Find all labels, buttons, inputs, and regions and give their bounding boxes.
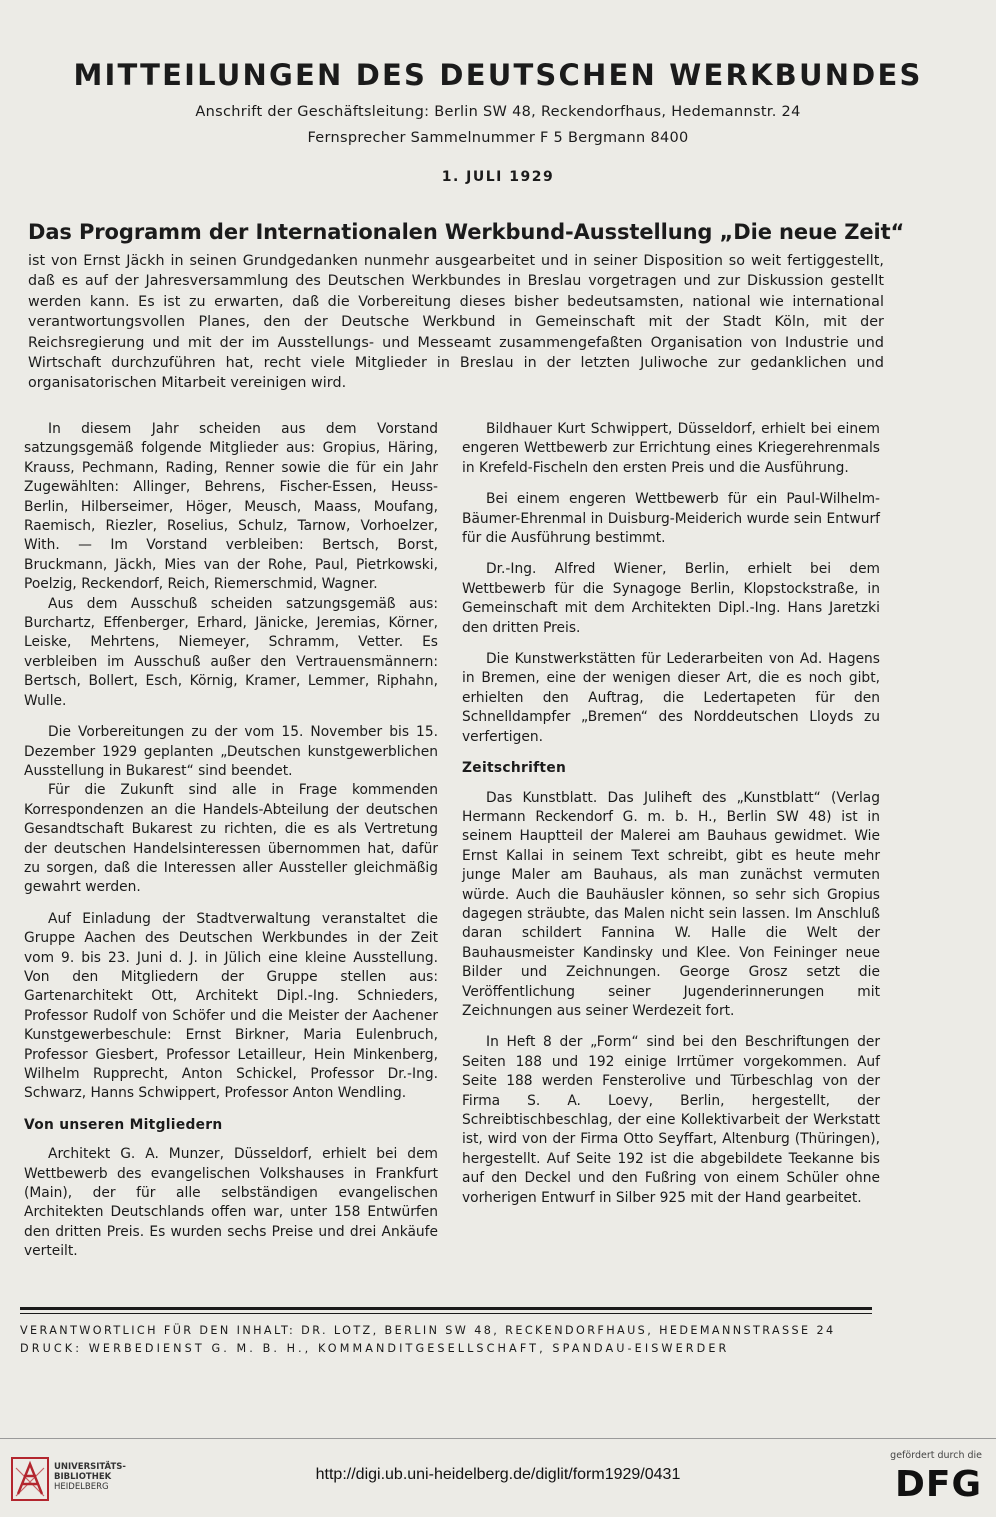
article-headline: Das Programm der Internationalen Werkbund-Ausstellung „Die neue Zeit“: [28, 220, 905, 244]
funder-logo[interactable]: [878, 1450, 982, 1503]
imprint-rule-thin: [20, 1313, 872, 1314]
footer-divider: [0, 1438, 996, 1439]
source-url[interactable]: http://digi.ub.uni-heidelberg.de/diglit/form1929/0431: [315, 1466, 681, 1483]
paragraph-munzer: Architekt G. A. Munzer, Düsseldorf, erhielt bei dem Wettbewerb des evangelischen Volkshauses in Frankfurt (Main), der für alle selbständigen evangelischen Architekten Deutschlands offen war, unter 158 Entwürfen den dritten Preis. Es wurden sechs Preise und drei Ankäufe verteilt.: [24, 1146, 438, 1260]
right-column: [462, 420, 880, 1208]
paragraph-aachen-group: Auf Einladung der Stadtverwaltung veranstaltet die Gruppe Aachen des Deutschen Werkbundes in der Zeit vom 9. bis 23. Juni d. J. in Jülich eine kleine Ausstellung. Von den Mitgliedern der Gruppe stellen aus: Gartenarchitekt Ott, Architekt Dipl.-Ing. Schnieders, Professor Rudolf von Schöfer und die Meister der Aachener Kunstgewerbeschule: Ernst Birkner, Maria Eulenbruch, Professor Giesbert, Professor Letailleur, Hein Minkenberg, Wilhelm Rupprecht, Anton Schickel, Professor Dr.-Ing. Schwarz, Hanns Schwippert, Professor Anton Wendling.: [24, 910, 438, 1102]
paragraph-correspondence: Für die Zukunft sind alle in Frage kommenden Korrespondenzen an die Handels-Abteilung der deutschen Gesandtschaft Bukarest zu richten, die es als Vertretung der deutschen Handelsinteressen übernommen hat, dafür zu sorgen, daß die Interessen aller Aussteller gleichmäßig gewahrt werden.: [24, 782, 438, 896]
paragraph-board-members: In diesem Jahr scheiden aus dem Vorstand satzungsgemäß folgende Mitglieder aus: Gropius, Häring, Krauss, Pechmann, Rading, Renner sowie die für ein Jahr Zugewählten: Allinger, Behrens, Fischer-Essen, Heuss-Berlin, Hilberseimer, Höger, Meusch, Maass, Moufang, Raemisch, Riezler, Roselius, Schulz, Tarnow, Vorhoelzer, With. — Im Vorstand verbleiben: Bertsch, Borst, Bruckmann, Jäckh, Mies van der Rohe, Paul, Pietrkowski, Poelzig, Reckendorf, Reich, Riemerschmid, Wagner.: [24, 421, 438, 593]
section-heading-journals: Zeitschriften: [462, 760, 567, 777]
paragraph-hagens: Die Kunstwerkstätten für Lederarbeiten von Ad. Hagens in Bremen, eine der wenigen dieser Art, die es noch gibt, erhielten den Auftrag, die Ledertapeten für den Schnelldampfer „Bremen“ des Norddeutschen Lloyds zu verfertigen.: [462, 651, 880, 745]
paragraph-form-errata: In Heft 8 der „Form“ sind bei den Beschriftungen der Seiten 188 und 192 einige Irrtümer vorgekommen. Auf Seite 188 werden Fensterolive und Türbeschlag von der Firma S. A. Loevy, Berlin, hergestellt, der Schreibtischbeschlag, der eine Kollektivarbeit der Werkstatt ist, wird von der Firma Otto Seyffart, Altenburg (Thüringen), hergestellt. Auf Seite 192 ist die abgebildete Teekanne bis auf den Deckel und den Fußring von einem Schüler ohne vorherigen Entwurf in Silber 925 mit der Hand gearbeitet.: [462, 1034, 880, 1206]
library-name-line2: BIBLIOTHEK: [54, 1472, 112, 1482]
paragraph-committee: Aus dem Ausschuß scheiden satzungsgemäß aus: Burchartz, Effenberger, Erhard, Jänicke, Jeremias, Körner, Leiske, Mehrtens, Niemeyer, Schramm, Vetter. Es verbleiben im Ausschuß außer den Vertrauensmännern: Bertsch, Bollert, Esch, Körnig, Kramer, Lemmer, Riphahn, Wulle.: [24, 595, 438, 709]
library-name-line1: UNIVERSITÄTS-: [54, 1462, 126, 1472]
issue-date: 1. JULI 1929: [441, 169, 555, 185]
paragraph-schwippert: Bildhauer Kurt Schwippert, Düsseldorf, erhielt bei einem engeren Wettbewerb zur Errichtung eines Kriegerehrenmals in Krefeld-Fischeln den ersten Preis und die Ausführung.: [462, 421, 880, 476]
paragraph-wiener: Dr.-Ing. Alfred Wiener, Berlin, erhielt bei dem Wettbewerb für die Synagoge Berlin, Klopstockstraße, in Gemeinschaft mit dem Architekten Dipl.-Ing. Hans Jaretzki den dritten Preis.: [462, 561, 880, 636]
masthead-title: MITTEILUNGEN DES DEUTSCHEN WERKBUNDES: [73, 58, 923, 92]
imprint-responsible: VERANTWORTLICH FÜR DEN INHALT: DR. LOTZ, BERLIN SW 48, RECKENDORFHAUS, HEDEMANNSTRASSE 24: [20, 1324, 836, 1337]
paragraph-bucharest: Die Vorbereitungen zu der vom 15. November bis 15. Dezember 1929 geplanten „Deutschen kunstgewerblichen Ausstellung in Bukarest“ sind beendet.: [24, 724, 438, 779]
left-column: [24, 420, 438, 1262]
paragraph-baeumer-memorial: Bei einem engeren Wettbewerb für ein Paul-Wilhelm-Bäumer-Ehrenmal in Duisburg-Meiderich wurde sein Entwurf für die Ausführung bestimmt.: [462, 491, 880, 547]
funder-label: gefördert durch die: [890, 1450, 982, 1461]
masthead-address: Anschrift der Geschäftsleitung: Berlin SW 48, Reckendorfhaus, Hedemannstr. 24: [195, 104, 801, 120]
imprint-rule-thick: [20, 1307, 872, 1310]
dfg-logo-text: DFG: [894, 1464, 982, 1505]
section-heading-members: Von unseren Mitgliedern: [24, 1116, 223, 1133]
article-intro: ist von Ernst Jäckh in seinen Grundgedanken nunmehr ausgearbeitet und in seiner Disposition so weit fertiggestellt, daß es auf der Jahresversammlung des Deutschen Werkbundes in Breslau vorgetragen und zur Diskussion gestellt werden kann. Es ist zu erwarten, daß die Vorbereitung dieses bisher bedeutsamsten, national wie international verantwortungsvollen Planes, den der Deutsche Werkbund in Gemeinschaft mit der Stadt Köln, mit der Reichsregierung und mit der im Ausstellungs- und Messeamt zusammengefaßten Organisation von Industrie und Wirtschaft durchzuführen hat, recht viele Mitglieder in Breslau in der letzten Juliwoche zur gedanklichen und organisatorischen Mitarbeit vereinigen wird.: [28, 253, 884, 392]
masthead-phone: Fernsprecher Sammelnummer F 5 Bergmann 8400: [307, 130, 689, 146]
paragraph-kunstblatt: Das Kunstblatt. Das Juliheft des „Kunstblatt“ (Verlag Hermann Reckendorf G. m. b. H., Berlin SW 48) ist in seinem Hauptteil der Malerei am Bauhaus gewidmet. Wie Ernst Kallai in seinem Text schreibt, gibt es heute mehr junge Maler am Bauhaus, als man zunächst vermuten würde. Auch die Bauhäusler können, so sehr sich Gropius dagegen sträubte, das Malen nicht sein lassen. Im Anschluß daran schildert Fannina W. Halle die Welt der Bauhausmeister Kandinsky und Klee. Von Feininger neue Bilder und Zeichnungen. George Grosz setzt die Veröffentlichung seiner Jugenderinnerungen mit Zeichnungen aus seiner Werdezeit fort.: [462, 789, 880, 1019]
imprint-printer: DRUCK: WERBEDIENST G. M. B. H., KOMMANDITGESELLSCHAFT, SPANDAU-EISWERDER: [20, 1342, 730, 1355]
library-name-line3: HEIDELBERG: [54, 1482, 109, 1492]
